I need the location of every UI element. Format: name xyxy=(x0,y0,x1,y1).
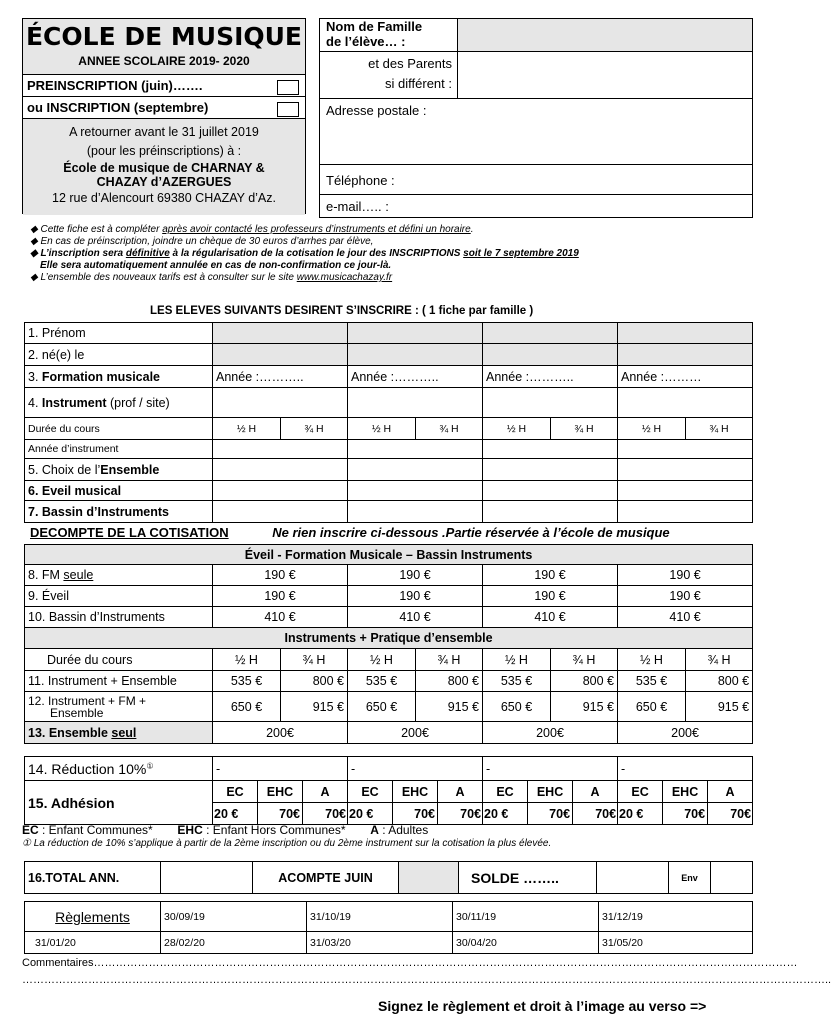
adhesion-table xyxy=(24,756,753,825)
reduction-note: ① La réduction de 10% s’applique à partir de la 2ème inscription ou du 2ème instrument sur la cotisation la plus élevée. xyxy=(22,838,552,849)
price-cell: 650 € xyxy=(213,692,281,722)
student-1-eveil[interactable] xyxy=(213,481,348,501)
table-row xyxy=(25,481,753,501)
students-title: LES ELEVES SUIVANTS DESIRENT S’INSCRIRE : ( 1 fiche par famille ) xyxy=(150,305,534,317)
table-row xyxy=(25,440,753,459)
row-label: 10. Bassin d’Instruments xyxy=(25,607,213,628)
legend: EC : Enfant Communes* EHC : Enfant Hors Communes* A : Adultes xyxy=(22,823,429,837)
price-cell: 410 € xyxy=(348,607,483,628)
price-cell: 800 € xyxy=(281,671,348,692)
duration-three-quarter: ¾ H xyxy=(416,649,483,671)
row-label: 7. Bassin d’Instruments xyxy=(25,501,213,523)
return-note: (pour les préinscriptions) à : xyxy=(86,144,242,158)
return-deadline: A retourner avant le 31 juillet 2019 xyxy=(69,125,259,139)
student-1-annee[interactable]: Année :……….. xyxy=(213,366,348,388)
duration-three-quarter[interactable]: ¾ H xyxy=(686,418,753,440)
decompte-title: DECOMPTE DE LA COTISATION Ne rien inscrire ci-dessous .Partie réservée à l’école de musique xyxy=(30,525,670,540)
table-row xyxy=(25,586,753,607)
student-2-prenom[interactable] xyxy=(348,323,483,344)
duration-half[interactable]: ½ H xyxy=(213,418,281,440)
price-cell: 410 € xyxy=(483,607,618,628)
student-2-ensemble[interactable] xyxy=(348,459,483,481)
reglements-table xyxy=(24,901,753,954)
row-label: 5. Choix de l’Ensemble xyxy=(25,459,213,481)
duration-half[interactable]: ½ H xyxy=(483,418,551,440)
email-label: e-mail….. : xyxy=(326,199,389,214)
note-4: Elle sera automatiquement annulée en cas de non-confirmation ce jour-là. xyxy=(40,260,392,271)
a-header: A xyxy=(438,781,483,803)
address-row[interactable] xyxy=(320,99,752,165)
sign-instruction: Signez le règlement et droit à l’image au verso => xyxy=(378,998,707,1014)
ehc-header: EHC xyxy=(258,781,303,803)
duration-half: ½ H xyxy=(348,649,416,671)
price-cell: 190 € xyxy=(213,586,348,607)
preinscription-row xyxy=(23,75,305,97)
inscription-checkbox[interactable] xyxy=(277,102,299,117)
note-5: ◆ L’ensemble des nouveaux tarifs est à consulter sur le site www.musicachazay.fr xyxy=(30,272,393,283)
student-3-bassin[interactable] xyxy=(483,501,618,523)
duration-three-quarter[interactable]: ¾ H xyxy=(551,418,618,440)
price-cell: 70€ xyxy=(528,803,573,825)
preinscription-checkbox[interactable] xyxy=(277,80,299,95)
price-cell: 190 € xyxy=(348,565,483,586)
table-row xyxy=(25,902,753,932)
price-cell: 800 € xyxy=(686,671,753,692)
price-cell: 915 € xyxy=(281,692,348,722)
table-row xyxy=(25,692,753,722)
a-header: A xyxy=(708,781,753,803)
duration-half: ½ H xyxy=(213,649,281,671)
ec-header: EC xyxy=(618,781,663,803)
price-cell: 20 € xyxy=(483,803,528,825)
price-cell: 70€ xyxy=(708,803,753,825)
table-row xyxy=(25,366,753,388)
ec-header: EC xyxy=(348,781,393,803)
price-cell: 650 € xyxy=(348,692,416,722)
student-3-ensemble[interactable] xyxy=(483,459,618,481)
duration-three-quarter[interactable]: ¾ H xyxy=(416,418,483,440)
school-title-area xyxy=(23,19,305,75)
price-cell: 535 € xyxy=(348,671,416,692)
note-3: ◆ L’inscription sera définitive à la régularisation de la cotisation le jour des INSCRIPTIONS soit le 7 septembre 2019 xyxy=(30,248,579,259)
price-cell: 190 € xyxy=(483,565,618,586)
totals-table xyxy=(24,861,753,894)
return-address: 12 rue d’Alencourt 69380 CHAZAY d’Az. xyxy=(52,191,276,205)
inscription-row xyxy=(23,97,305,119)
reduction-cell[interactable]: - xyxy=(618,757,753,781)
payment-date[interactable]: 30/11/19 xyxy=(453,902,599,932)
price-cell: 200€ xyxy=(483,722,618,744)
students-table xyxy=(24,322,753,523)
table-row xyxy=(25,649,753,671)
row-label: Année d’instrument xyxy=(25,440,213,459)
student-1-prenom[interactable] xyxy=(213,323,348,344)
payment-date[interactable]: 31/01/20 xyxy=(25,932,161,954)
preinscription-label: PREINSCRIPTION (juin)……. xyxy=(27,78,203,93)
row-label: Durée du cours xyxy=(25,418,213,440)
student-2-annee[interactable]: Année :……….. xyxy=(348,366,483,388)
price-cell: 190 € xyxy=(348,586,483,607)
row-label: Durée du cours xyxy=(25,649,213,671)
reduction-cell[interactable]: - xyxy=(483,757,618,781)
table-row xyxy=(25,388,753,418)
a-header: A xyxy=(303,781,348,803)
student-4-birth[interactable] xyxy=(618,344,753,366)
student-4-bassin[interactable] xyxy=(618,501,753,523)
student-2-annee-instr[interactable] xyxy=(348,440,483,459)
row-label: 14. Réduction 10%① xyxy=(25,757,213,781)
table-row xyxy=(25,323,753,344)
row-label: 12. Instrument + FM + Ensemble xyxy=(25,692,213,722)
student-3-annee[interactable]: Année :……….. xyxy=(483,366,618,388)
price-cell: 410 € xyxy=(213,607,348,628)
instructions-notes xyxy=(30,224,730,284)
row-label: 3. Formation musicale xyxy=(25,366,213,388)
row-label: 9. Éveil xyxy=(25,586,213,607)
student-1-birth[interactable] xyxy=(213,344,348,366)
student-2-bassin[interactable] xyxy=(348,501,483,523)
table-row xyxy=(25,671,753,692)
phone-label: Téléphone : xyxy=(326,173,395,188)
reglements-label: Règlements xyxy=(25,902,161,932)
row-label: 11. Instrument + Ensemble xyxy=(25,671,213,692)
ehc-header: EHC xyxy=(393,781,438,803)
price-cell: 190 € xyxy=(618,586,753,607)
table-row xyxy=(25,459,753,481)
row-label: 8. FM seule xyxy=(25,565,213,586)
section-eveil-fm: Éveil - Formation Musicale – Bassin Instruments xyxy=(25,545,753,565)
row-label: 1. Prénom xyxy=(25,323,213,344)
a-header: A xyxy=(573,781,618,803)
env-input[interactable] xyxy=(711,862,753,894)
payment-date[interactable]: 31/10/19 xyxy=(307,902,453,932)
ec-header: EC xyxy=(213,781,258,803)
student-3-birth[interactable] xyxy=(483,344,618,366)
student-4-eveil[interactable] xyxy=(618,481,753,501)
price-cell: 20 € xyxy=(618,803,663,825)
acompte-label: ACOMPTE JUIN xyxy=(253,862,399,894)
price-cell: 200€ xyxy=(213,722,348,744)
parents-row xyxy=(320,52,752,99)
student-3-annee-instr[interactable] xyxy=(483,440,618,459)
inscription-label: ou INSCRIPTION (septembre) xyxy=(27,100,209,115)
price-cell: 650 € xyxy=(618,692,686,722)
price-cell: 190 € xyxy=(618,565,753,586)
duration-three-quarter[interactable]: ¾ H xyxy=(281,418,348,440)
price-cell: 70€ xyxy=(438,803,483,825)
price-cell: 535 € xyxy=(213,671,281,692)
price-cell: 535 € xyxy=(618,671,686,692)
price-cell: 70€ xyxy=(663,803,708,825)
duration-three-quarter: ¾ H xyxy=(686,649,753,671)
payment-date[interactable]: 30/09/19 xyxy=(161,902,307,932)
price-cell: 190 € xyxy=(213,565,348,586)
comments-line-2[interactable]: ………………………………………………………………………………………………………………………………………………………………………………………………….. xyxy=(22,974,831,986)
price-cell: 20 € xyxy=(213,803,258,825)
price-cell: 20 € xyxy=(348,803,393,825)
student-4-ensemble[interactable] xyxy=(618,459,753,481)
student-3-instrument[interactable] xyxy=(483,388,618,418)
reduction-cell[interactable]: - xyxy=(348,757,483,781)
student-4-prenom[interactable] xyxy=(618,323,753,344)
price-cell: 70€ xyxy=(303,803,348,825)
return-info xyxy=(23,119,305,215)
price-cell: 800 € xyxy=(416,671,483,692)
payment-date[interactable]: 31/05/20 xyxy=(599,932,753,954)
student-3-eveil[interactable] xyxy=(483,481,618,501)
price-cell: 410 € xyxy=(618,607,753,628)
table-row xyxy=(25,932,753,954)
payment-date[interactable]: 31/03/20 xyxy=(307,932,453,954)
ehc-header: EHC xyxy=(528,781,573,803)
decompte-note: Ne rien inscrire ci-dessous .Partie réservée à l’école de musique xyxy=(272,525,670,540)
table-row xyxy=(25,418,753,440)
return-org-line1: École de musique de CHARNAY & xyxy=(63,161,265,175)
env-label: Env xyxy=(669,862,711,894)
price-cell: 535 € xyxy=(483,671,551,692)
student-4-instrument[interactable] xyxy=(618,388,753,418)
pricing-table xyxy=(24,544,753,744)
price-cell: 650 € xyxy=(483,692,551,722)
student-1-annee-instr[interactable] xyxy=(213,440,348,459)
family-name-input[interactable] xyxy=(458,19,752,51)
duration-half[interactable]: ½ H xyxy=(618,418,686,440)
note-2: ◆ En cas de préinscription, joindre un chèque de 30 euros d’arrhes par élève, xyxy=(30,236,374,247)
email-row[interactable] xyxy=(320,195,752,217)
total-input[interactable] xyxy=(161,862,253,894)
duration-half[interactable]: ½ H xyxy=(348,418,416,440)
price-cell: 70€ xyxy=(573,803,618,825)
row-label: 4. Instrument (prof / site) xyxy=(25,388,213,418)
phone-row[interactable] xyxy=(320,165,752,195)
school-header-box xyxy=(22,18,306,214)
duration-three-quarter: ¾ H xyxy=(551,649,618,671)
row-label: 6. Eveil musical xyxy=(25,481,213,501)
parents-input[interactable] xyxy=(458,52,752,98)
student-4-annee-instr[interactable] xyxy=(618,440,753,459)
solde-label: SOLDE …….. xyxy=(459,862,597,894)
payment-date[interactable]: 31/12/19 xyxy=(599,902,753,932)
price-cell: 915 € xyxy=(416,692,483,722)
price-cell: 200€ xyxy=(618,722,753,744)
table-row xyxy=(25,722,753,744)
family-name-label: Nom de Famille de l’élève… : xyxy=(326,19,423,49)
comments-line[interactable]: Commentaires………………………………………………………………………………………………………………………………………………………………………… xyxy=(22,957,798,969)
parents-label: et des Parents si différent : xyxy=(368,56,452,91)
return-org-line2: CHAZAY d’AZERGUES xyxy=(96,175,232,189)
ec-header: EC xyxy=(483,781,528,803)
ehc-header: EHC xyxy=(663,781,708,803)
table-row xyxy=(25,628,753,649)
table-row xyxy=(25,565,753,586)
school-name: ÉCOLE DE MUSIQUE xyxy=(25,22,303,51)
price-cell: 915 € xyxy=(551,692,618,722)
table-row xyxy=(25,607,753,628)
duration-half: ½ H xyxy=(483,649,551,671)
student-2-instrument[interactable] xyxy=(348,388,483,418)
acompte-input[interactable] xyxy=(399,862,459,894)
solde-input[interactable] xyxy=(597,862,669,894)
total-label: 16.TOTAL ANN. xyxy=(25,862,161,894)
duration-three-quarter: ¾ H xyxy=(281,649,348,671)
section-instruments: Instruments + Pratique d’ensemble xyxy=(25,628,753,649)
family-name-row xyxy=(320,19,752,52)
table-row xyxy=(25,781,753,803)
price-cell: 70€ xyxy=(258,803,303,825)
reduction-cell[interactable]: - xyxy=(213,757,348,781)
payment-date[interactable]: 28/02/20 xyxy=(161,932,307,954)
student-1-ensemble[interactable] xyxy=(213,459,348,481)
table-row xyxy=(25,862,753,894)
student-1-instrument[interactable] xyxy=(213,388,348,418)
row-label: 13. Ensemble seul xyxy=(25,722,213,744)
student-4-annee[interactable]: Année :……… xyxy=(618,366,753,388)
table-row xyxy=(25,344,753,366)
student-1-bassin[interactable] xyxy=(213,501,348,523)
row-label: 2. né(e) le xyxy=(25,344,213,366)
address-label: Adresse postale : xyxy=(326,103,427,118)
price-cell: 915 € xyxy=(686,692,753,722)
table-row xyxy=(25,545,753,565)
row-label: 15. Adhésion xyxy=(25,781,213,825)
note-1: ◆ Cette fiche est à compléter après avoir contacté les professeurs d’instruments et défini un horaire. xyxy=(30,224,474,235)
table-row xyxy=(25,501,753,523)
price-cell: 190 € xyxy=(483,586,618,607)
table-row xyxy=(25,757,753,781)
contact-box xyxy=(319,18,753,218)
school-year: ANNEE SCOLAIRE 2019- 2020 xyxy=(78,54,250,68)
price-cell: 800 € xyxy=(551,671,618,692)
student-2-eveil[interactable] xyxy=(348,481,483,501)
price-cell: 200€ xyxy=(348,722,483,744)
price-cell: 70€ xyxy=(393,803,438,825)
student-2-birth[interactable] xyxy=(348,344,483,366)
duration-half: ½ H xyxy=(618,649,686,671)
payment-date[interactable]: 30/04/20 xyxy=(453,932,599,954)
student-3-prenom[interactable] xyxy=(483,323,618,344)
